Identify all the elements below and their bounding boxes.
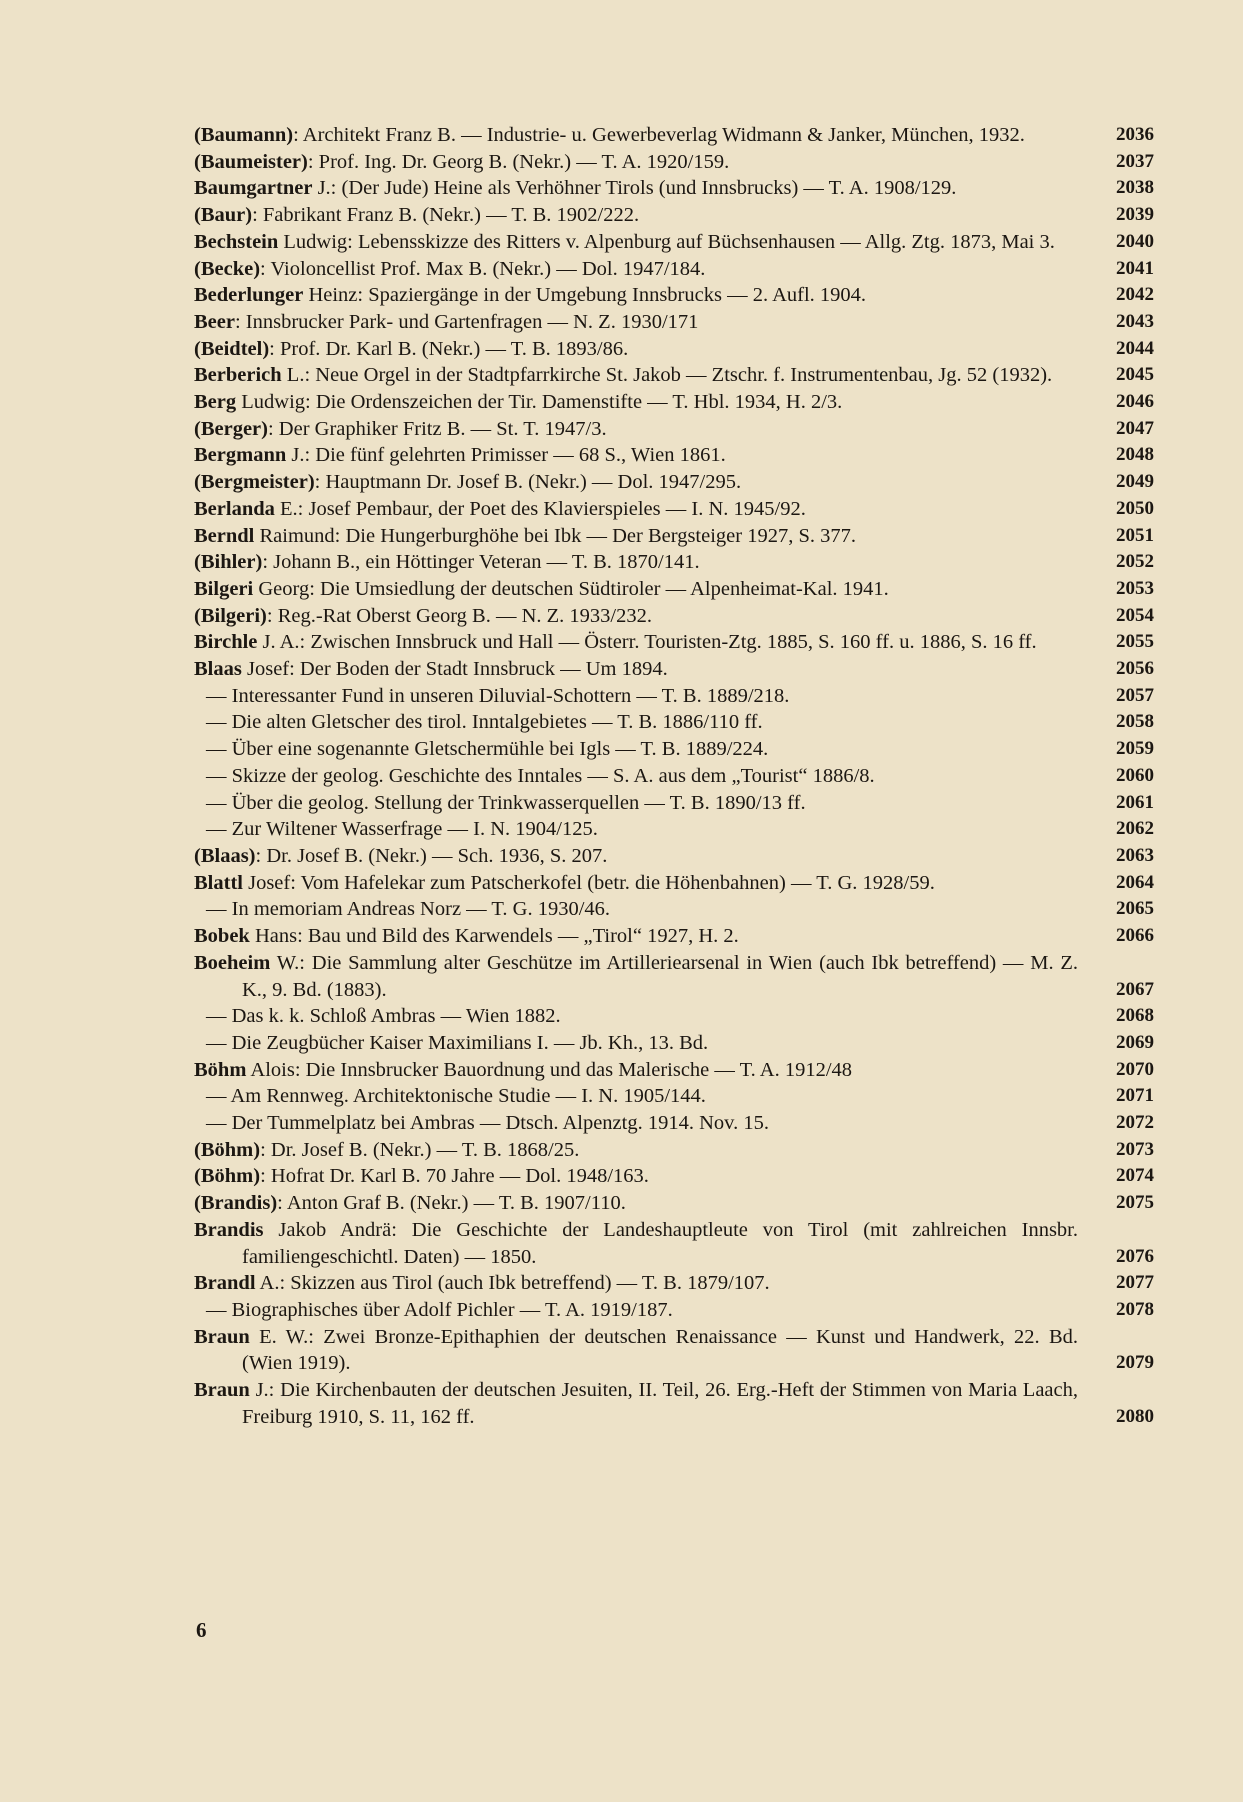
entry-number: 2078 xyxy=(1116,1298,1154,1320)
bibliography-entry xyxy=(194,256,1154,283)
entry-number: 2059 xyxy=(1116,738,1154,760)
entry-author: (Böhm) xyxy=(194,1165,261,1188)
entry-number: 2040 xyxy=(1116,230,1154,252)
entry-author: (Berger) xyxy=(194,417,268,440)
entry-number: 2066 xyxy=(1116,925,1154,947)
entry-number: 2072 xyxy=(1116,1112,1154,1134)
entry-number: 2068 xyxy=(1116,1005,1154,1027)
entry-author: Bilgeri xyxy=(194,577,254,600)
entry-number: 2077 xyxy=(1116,1272,1154,1294)
bibliography-entry xyxy=(194,549,1154,576)
entry-number: 2061 xyxy=(1116,791,1154,813)
entry-number: 2055 xyxy=(1116,631,1154,653)
bibliography-entry xyxy=(194,816,1154,843)
bibliography-entry xyxy=(194,389,1154,416)
entry-number: 2054 xyxy=(1116,604,1154,626)
entry-text: J.: Die fünf gelehrten Primisser — 68 S., Wien 1861. xyxy=(286,444,726,467)
entry-author: Braun xyxy=(194,1325,250,1348)
entry-text: — Über eine sogenannte Gletschermühle bei Igls — T. B. 1889/224. xyxy=(206,738,769,761)
entry-number: 2052 xyxy=(1116,551,1154,573)
entry-number: 2076 xyxy=(1116,1245,1154,1267)
entry-text: : Innsbrucker Park- und Gartenfragen — N. Z. 1930/171 xyxy=(234,310,699,333)
entry-number: 2064 xyxy=(1116,871,1154,893)
entry-author: Beer xyxy=(194,310,235,333)
entry-number: 2037 xyxy=(1116,150,1154,172)
entry-author: (Becke) xyxy=(194,257,261,280)
entry-text: : Prof. Ing. Dr. Georg B. (Nekr.) — T. A. 1920/159. xyxy=(307,150,730,173)
bibliography-entry xyxy=(194,202,1154,229)
entry-text: A.: Skizzen aus Tirol (auch Ibk betreffend) — T. B. 1879/107. xyxy=(255,1272,770,1295)
entry-text: : Fabrikant Franz B. (Nekr.) — T. B. 1902/222. xyxy=(252,204,640,227)
entry-author: Boeheim xyxy=(194,951,271,974)
entry-text: Ludwig: Lebensskizze des Ritters v. Alpenburg auf Büchsenhausen — Allg. Ztg. 1873, Mai 3. xyxy=(278,230,1055,253)
entry-author: Bederlunger xyxy=(194,284,304,307)
entry-number: 2038 xyxy=(1116,177,1154,199)
entry-author: Blaas xyxy=(194,658,242,681)
entry-text: — Zur Wiltener Wasserfrage — I. N. 1904/125. xyxy=(206,818,598,841)
entry-number: 2079 xyxy=(1116,1352,1154,1374)
entry-author: Baumgartner xyxy=(194,177,313,200)
entry-text: — Über die geolog. Stellung der Trinkwasserquellen — T. B. 1890/13 ff. xyxy=(206,791,806,814)
entry-number: 2051 xyxy=(1116,524,1154,546)
bibliography-entry xyxy=(194,923,1154,950)
bibliography-entry xyxy=(194,229,1154,256)
entry-text: — Interessanter Fund in unseren Diluvial-Schottern — T. B. 1889/218. xyxy=(206,684,790,707)
entry-number: 2069 xyxy=(1116,1031,1154,1053)
bibliography-entry xyxy=(194,1030,1154,1057)
entry-text: — Die alten Gletscher des tirol. Inntalgebietes — T. B. 1886/110 ff. xyxy=(206,711,763,734)
bibliography-entry xyxy=(194,282,1154,309)
entry-number: 2071 xyxy=(1116,1085,1154,1107)
bibliography-entry xyxy=(194,709,1154,736)
entry-author: Braun xyxy=(194,1379,250,1402)
entry-text: — Skizze der geolog. Geschichte des Inntales — S. A. aus dem „Tourist“ 1886/8. xyxy=(206,764,875,787)
entry-number: 2041 xyxy=(1116,257,1154,279)
entry-text: Georg: Die Umsiedlung der deutschen Südtiroler — Alpenheimat-Kal. 1941. xyxy=(253,577,889,600)
entry-text: : Dr. Josef B. (Nekr.) — T. B. 1868/25. xyxy=(260,1138,580,1161)
bibliography-entry xyxy=(194,149,1154,176)
entry-number: 2073 xyxy=(1116,1138,1154,1160)
bibliography-entry xyxy=(194,175,1154,202)
entry-text: — Die Zeugbücher Kaiser Maximilians I. — Jb. Kh., 13. Bd. xyxy=(206,1031,709,1054)
bibliography-entry xyxy=(194,603,1154,630)
entry-author: (Bihler) xyxy=(194,551,263,574)
entry-text: : Hauptmann Dr. Josef B. (Nekr.) — Dol. 1947/295. xyxy=(314,471,742,494)
bibliography-entry xyxy=(194,523,1154,550)
entry-number: 2047 xyxy=(1116,417,1154,439)
entry-text: : Violoncellist Prof. Max B. (Nekr.) — Dol. 1947/184. xyxy=(260,257,706,280)
bibliography-entry xyxy=(194,1083,1154,1110)
bibliography-entry xyxy=(194,1003,1154,1030)
bibliography-entry xyxy=(194,1163,1154,1190)
entry-author: (Blaas) xyxy=(194,844,256,867)
entry-number: 2053 xyxy=(1116,577,1154,599)
bibliography-entry xyxy=(194,629,1154,656)
entry-number: 2056 xyxy=(1116,658,1154,680)
entry-author: Brandis xyxy=(194,1218,264,1241)
entry-text: : Prof. Dr. Karl B. (Nekr.) — T. B. 1893/86. xyxy=(269,337,629,360)
entry-number: 2036 xyxy=(1116,124,1154,145)
bibliography-entry xyxy=(194,1377,1154,1430)
entry-text: : Johann B., ein Höttinger Veteran — T. B. 1870/141. xyxy=(262,551,700,574)
bibliography-entry xyxy=(194,309,1154,336)
entry-text: Jakob Andrä: Die Geschichte der Landeshauptleute von Tirol (mit zahlreichen Innsbr. familiengeschichtl. Daten) — 1850. xyxy=(242,1218,1078,1268)
entry-number: 2075 xyxy=(1116,1192,1154,1214)
entry-author: (Böhm) xyxy=(194,1138,261,1161)
entry-text: J. A.: Zwischen Innsbruck und Hall — Österr. Touristen-Ztg. 1885, S. 160 ff. u. 1886, S. 16 ff. xyxy=(257,631,1037,654)
entry-number: 2063 xyxy=(1116,844,1154,866)
entry-author: Blattl xyxy=(194,871,243,894)
entry-text: J.: (Der Jude) Heine als Verhöhner Tirols (und Innsbrucks) — T. A. 1908/129. xyxy=(312,177,957,200)
entry-text: : Architekt Franz B. — Industrie- u. Gewerbeverlag Widmann & Janker, München, 1932. xyxy=(293,124,1025,146)
entry-text: — Biographisches über Adolf Pichler — T. A. 1919/187. xyxy=(206,1298,673,1321)
entry-author: Berlanda xyxy=(194,497,275,520)
entry-text: Heinz: Spaziergänge in der Umgebung Innsbrucks — 2. Aufl. 1904. xyxy=(303,284,867,307)
entry-text: : Reg.-Rat Oberst Georg B. — N. Z. 1933/232. xyxy=(266,604,652,627)
bibliography-entry xyxy=(194,1270,1154,1297)
entry-text: Hans: Bau und Bild des Karwendels — „Tirol“ 1927, H. 2. xyxy=(249,925,739,948)
bibliography-entry xyxy=(194,1190,1154,1217)
bibliography-entry xyxy=(194,736,1154,763)
entry-number: 2067 xyxy=(1116,978,1154,1000)
bibliography-entry xyxy=(194,896,1154,923)
entry-number: 2042 xyxy=(1116,284,1154,306)
entry-author: (Baumeister) xyxy=(194,150,308,173)
entry-number: 2046 xyxy=(1116,391,1154,413)
entry-text: Josef: Der Boden der Stadt Innsbruck — Um 1894. xyxy=(241,658,668,681)
entry-author: Böhm xyxy=(194,1058,247,1081)
entry-author: Bobek xyxy=(194,925,250,948)
entry-number: 2058 xyxy=(1116,711,1154,733)
bibliography-entry xyxy=(194,656,1154,683)
entry-text: W.: Die Sammlung alter Geschütze im Artilleriearsenal in Wien (auch Ibk betreffend) — M. Z. K., 9. Bd. (1883). xyxy=(242,951,1078,1001)
entry-number: 2045 xyxy=(1116,364,1154,386)
entry-text: J.: Die Kirchenbauten der deutschen Jesuiten, II. Teil, 26. Erg.-Heft der Stimmen von Maria Laach, Freiburg 1910, S. 11, 162 ff. xyxy=(242,1379,1078,1428)
entry-author: (Beidtel) xyxy=(194,337,270,360)
entry-text: E.: Josef Pembaur, der Poet des Klavierspieles — I. N. 1945/92. xyxy=(274,497,806,520)
bibliography-list xyxy=(194,122,1154,1430)
entry-number: 2048 xyxy=(1116,444,1154,466)
entry-number: 2062 xyxy=(1116,818,1154,840)
entry-text: : Dr. Josef B. (Nekr.) — Sch. 1936, S. 207. xyxy=(255,844,608,867)
entry-author: Brandl xyxy=(194,1272,256,1295)
bibliography-entry xyxy=(194,442,1154,469)
bibliography-entry xyxy=(194,1057,1154,1084)
entry-author: Bechstein xyxy=(194,230,279,253)
entry-text: — Das k. k. Schloß Ambras — Wien 1882. xyxy=(206,1005,561,1028)
bibliography-entry xyxy=(194,1110,1154,1137)
bibliography-entry xyxy=(194,763,1154,790)
bibliography-entry xyxy=(194,950,1154,1003)
entry-number: 2080 xyxy=(1116,1405,1154,1427)
bibliography-entry xyxy=(194,1324,1154,1377)
entry-text: — Der Tummelplatz bei Ambras — Dtsch. Alpenztg. 1914. Nov. 15. xyxy=(206,1112,769,1135)
entry-author: (Baumann) xyxy=(194,124,294,146)
entry-author: Berg xyxy=(194,391,237,414)
entry-text: E. W.: Zwei Bronze-Epithaphien der deutschen Renaissance — Kunst und Handwerk, 22. Bd. (Wien 1919). xyxy=(242,1325,1078,1375)
bibliography-entry xyxy=(194,1137,1154,1164)
entry-author: (Brandis) xyxy=(194,1192,278,1215)
entry-number: 2065 xyxy=(1116,898,1154,920)
entry-text: : Der Graphiker Fritz B. — St. T. 1947/3. xyxy=(267,417,607,440)
bibliography-entry xyxy=(194,496,1154,523)
bibliography-entry xyxy=(194,1297,1154,1324)
bibliography-entry xyxy=(194,790,1154,817)
entry-number: 2050 xyxy=(1116,497,1154,519)
entry-text: : Hofrat Dr. Karl B. 70 Jahre — Dol. 1948/163. xyxy=(260,1165,649,1188)
bibliography-entry xyxy=(194,362,1154,389)
bibliography-entry xyxy=(194,469,1154,496)
entry-author: (Bilgeri) xyxy=(194,604,267,627)
entry-number: 2074 xyxy=(1116,1165,1154,1187)
entry-author: Berndl xyxy=(194,524,255,547)
bibliography-entry xyxy=(194,576,1154,603)
entry-number: 2044 xyxy=(1116,337,1154,359)
entry-number: 2060 xyxy=(1116,764,1154,786)
entry-text: — Am Rennweg. Architektonische Studie — I. N. 1905/144. xyxy=(206,1085,706,1108)
entry-author: Birchle xyxy=(194,631,258,654)
entry-number: 2057 xyxy=(1116,684,1154,706)
bibliography-entry xyxy=(194,336,1154,363)
entry-text: Alois: Die Innsbrucker Bauordnung und das Malerische — T. A. 1912/48 xyxy=(246,1058,853,1081)
entry-number: 2070 xyxy=(1116,1058,1154,1080)
entry-text: Raimund: Die Hungerburghöhe bei Ibk — Der Bergsteiger 1927, S. 377. xyxy=(254,524,856,547)
bibliography-entry xyxy=(194,870,1154,897)
bibliography-entry xyxy=(194,843,1154,870)
bibliography-entry xyxy=(194,1217,1154,1270)
entry-text: — In memoriam Andreas Norz — T. G. 1930/46. xyxy=(206,898,611,921)
bibliography-entry xyxy=(194,416,1154,443)
bibliography-entry xyxy=(194,122,1154,149)
entry-number: 2049 xyxy=(1116,471,1154,493)
bibliography-entry xyxy=(194,683,1154,710)
entry-text: : Anton Graf B. (Nekr.) — T. B. 1907/110. xyxy=(277,1192,626,1215)
entry-author: (Bergmeister) xyxy=(194,471,315,494)
entry-number: 2043 xyxy=(1116,310,1154,332)
entry-text: Josef: Vom Hafelekar zum Patscherkofel (betr. die Höhenbahnen) — T. G. 1928/59. xyxy=(242,871,935,894)
entry-text: L.: Neue Orgel in der Stadtpfarrkirche St. Jakob — Ztschr. f. Instrumentenbau, Jg. 52 (1932). xyxy=(281,364,1053,387)
page-number: 6 xyxy=(196,1618,207,1642)
entry-author: Bergmann xyxy=(194,444,287,467)
entry-author: Berberich xyxy=(194,364,282,387)
entry-text: Ludwig: Die Ordenszeichen der Tir. Damenstifte — T. Hbl. 1934, H. 2/3. xyxy=(236,391,843,414)
entry-author: (Baur) xyxy=(194,204,253,227)
entry-number: 2039 xyxy=(1116,204,1154,226)
